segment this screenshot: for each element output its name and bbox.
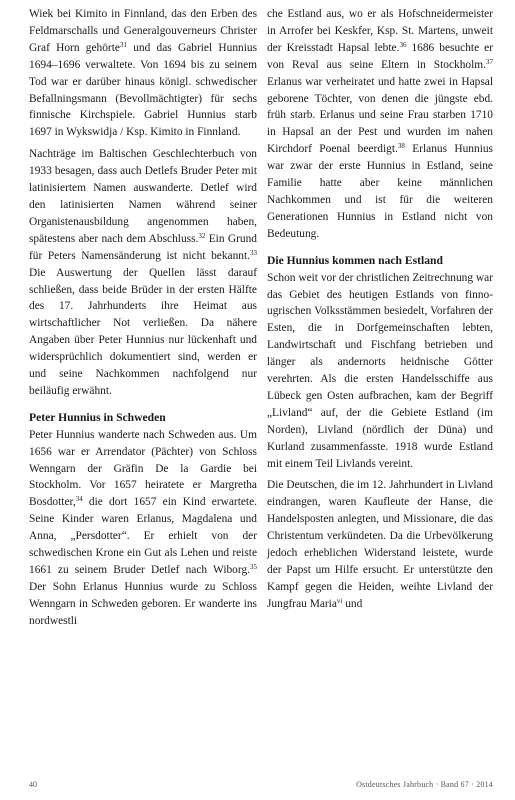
page-footer	[0, 780, 515, 794]
footnote-ref-vi: vi	[336, 596, 343, 605]
footnote-ref-32: 32	[198, 231, 206, 240]
footnote-ref-35: 35	[250, 563, 257, 571]
journal-citation: Ostdeutsches Jahrbuch · Band 67 · 2014	[356, 780, 493, 789]
section-heading-hunnius-estonia: Die Hunnius kommen nach Estland	[267, 253, 443, 267]
paragraph-peter-emigrated: Nachträge im Baltischen Geschlechterbuch von 1933 besagen, dass auch Detlefs Bruder Peter mit latinisiertem Namen auswanderte. Detlef wird den latinisierten Namen während seiner Organistenausbildung angenommen haben, spätestens aber nach dem Abschluss.$^{32}$ Ein Grund für Peters Namensänderung ist nicht bekannt.$^{33}$ Die Auswertung der Quellen lässt darauf schließen, dass beide Brüder in der ersten Hälfte des 17. Jahrhunderts ihre Heimat aus wirtschaftlicher Not verließen. Da nähere Angaben über Peter Hunnius nur lückenhaft und widersprüchlich dokumentiert sind, werden er und seine Nachkommen nachfolgend nur beiläufig erwähnt.	[29, 148, 257, 397]
footnote-ref-33: 33	[250, 248, 257, 257]
footnote-ref-36: 36	[399, 40, 407, 49]
paragraph-erlanus-estonia: che Estland aus, wo er als Hofschneidermeister in Arrofer bei Keskfer, Ksp. St. Martens, unweit der Kreisstadt Hapsal lebte.$^{36}$ 1686 besuchte er von Reval aus seine Eltern in Stockholm.$^{37}$ Erlanus war verheiratet und hatte zwei in Hapsal geborene Töchter, von denen die jüngste ebd. früh starb. Erlanus und seine Frau starben 1710 in Hapsal an der Pest und wurden im nahen Kirchdorf Poenal beerdigt.$^{38}$ Erlanus Hunnius war zwar der erste Hunnius in Estland, seine Familie hatte aber keine männlichen Nachkommen und ist für die weiteren Generationen Hunnius in Estland nicht von Bedeutung.	[267, 8, 494, 240]
paragraph-estonia-history: Schon weit vor der christlichen Zeitrechnung war das Gebiet des heutigen Estlands von finno-ugrischen Volksstämmen besiedelt, Vorfahren der Esten, die in Dorfgemeinschaften lebten, Landwirtschaft und Fischfang betrieben und länger als andernorts heidnische Götter verehrten. Als die ersten Handelsschiffe aus Lübeck gen Osten aufbrachen, kam der Begriff „Livland“ auf, der die Gebiete Estland (im Norden), Livland (nördlich der Düna) und Kurland zusammenfasste. 1918 wurde Estland mit einem Teil Livlands vereint.	[267, 271, 493, 470]
left-column	[29, 6, 257, 630]
footnote-ref-38: 38	[397, 142, 405, 151]
section-heading-peter-in-sweden: Peter Hunnius in Schweden	[29, 410, 166, 424]
paragraph-germans-livonia: Die Deutschen, die im 12. Jahrhundert in Livland eindrangen, waren Kaufleute der Hanse, die Handelsposten anlegten, und Missionare, die das Christentum verkündeten. Da die Urbevölkerung jedoch erheblichen Widerstand leistete, wurde der Papst um Hilfe ersucht. Er unterstützte den Kampf gegen die Heiden, weihte Livland der Jungfrau Maria$^{vi}$ und	[267, 479, 493, 610]
right-column	[267, 6, 493, 613]
paragraph-horn-estate: Wiek bei Kimito in Finnland, das den Erben des Feldmarschalls und Generalgouverneurs Christer Graf Horn gehörte$^{31}$ und das Gabriel Hunnius 1694–1696 verwaltete. Von 1694 bis zu seinem Tod war er darüber hinaus königl. schwedischer Befallningsmann (Bevollmächtigter) für sechs finnische Kirchspiele. Gabriel Hunnius starb 1697 in Wykswidja / Ksp. Kimito in Finnland.	[29, 8, 257, 139]
footnote-ref-31: 31	[119, 40, 127, 49]
page-number: 40	[29, 780, 37, 789]
footnote-ref-34: 34	[75, 495, 83, 504]
footnote-ref-37: 37	[486, 57, 493, 66]
paragraph-peter-sweden: Peter Hunnius wanderte nach Schweden aus. Um 1656 war er Arrendator (Pächter) von Schloss Wenngarn der Gräfin De la Gardie bei Stockholm. Vor 1657 heiratete er Margretha Bosdotter,$^{34}$ die dort 1657 ein Kind erwartete. Seine Kinder waren Erlanus, Magdalena und Anna, „Persdotter“. Er erhielt von der schwedischen Krone ein Gut als Lehen und reiste 1661 zu seinem Bruder Detlef nach Wiborg.$^{35}$ Der Sohn Erlanus Hunnius wurde zu Schloss Wenngarn in Schweden geboren. Er wanderte ins nordwestli	[29, 428, 257, 627]
